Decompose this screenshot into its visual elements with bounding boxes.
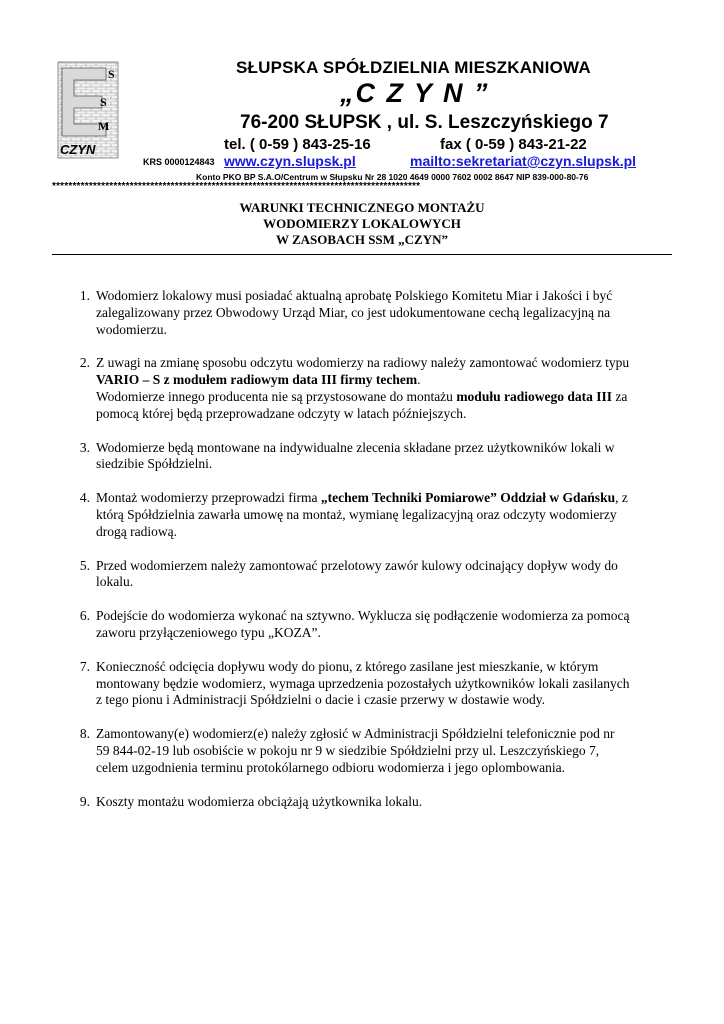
item-number: 6.: [79, 608, 90, 624]
item-text-line: zalegalizowany przez Obwodowy Urząd Miar, co jest udokumentowane cechą legalizacyjną na: [96, 304, 611, 320]
organization-name: SŁUPSKA SPÓŁDZIELNIA MIESZKANIOWA: [236, 58, 591, 77]
item-text-line: wodomierzu.: [96, 321, 167, 337]
item-text: , z: [615, 490, 628, 506]
ssm-czyn-logo: [56, 60, 120, 160]
item-text-line: [96, 372, 674, 389]
list-item: [66, 726, 674, 776]
item-text-line: 59 844-02-19 lub osobiście w pokoju nr 9 w siedzibie Spółdzielni przy ul. Leszczyńskiego 7,: [96, 742, 600, 758]
item-text-line: Wodomierze będą montowane na indywidualne zlecenia składane przez użytkowników lokali w: [96, 439, 615, 455]
logo-letter-s2: S: [100, 95, 107, 109]
item-number: 2.: [79, 355, 90, 371]
item-text-line: Z uwagi na zmianę sposobu odczytu wodomierzy na radiowy należy zamontować wodomierz typu: [96, 355, 630, 371]
title-line-1: WARUNKI TECHNICZNEGO MONTAŻU: [239, 200, 485, 215]
item-text-line: [96, 490, 674, 507]
title-line-2: WODOMIERZY LOKALOWYCH: [263, 216, 461, 231]
list-item: [66, 558, 674, 592]
item-number: 1.: [79, 288, 90, 303]
item-text-line: Wodomierz lokalowy musi posiadać aktualną aprobatę Polskiego Komitetu Miar i Jakości i być: [96, 288, 613, 303]
document-title: [52, 200, 672, 248]
organization-short-name: „C Z Y N ”: [340, 78, 490, 108]
item-number: 7.: [79, 658, 90, 674]
list-item: [66, 794, 674, 811]
item-text-line: siedzibie Spółdzielni.: [96, 456, 213, 472]
separator-stars: ******************************************************************************************: [52, 181, 421, 192]
organization-address: 76-200 SŁUPSK , ul. S. Leszczyńskiego 7: [240, 112, 609, 133]
list-item: [66, 288, 674, 338]
item-number: 8.: [79, 726, 90, 742]
item-text-line: którą Spółdzielnia zawarła umowę na montaż, wymianę legalizacyjną oraz odczyty wodomierzy: [96, 506, 617, 522]
website-link[interactable]: www.czyn.slupsk.pl: [224, 153, 356, 169]
item-number: 5.: [79, 557, 90, 573]
title-divider: [52, 254, 672, 255]
list-item: [66, 490, 674, 540]
company-name: „techem Techniki Pomiarowe” Oddział w Gdańsku: [320, 490, 616, 506]
list-item: [66, 659, 674, 709]
telephone-number: tel. ( 0-59 ) 843-25-16: [224, 136, 371, 153]
bank-account-info: Konto PKO BP S.A.O/Centrum w Słupsku Nr 28 1020 4649 0000 7602 0002 8647 NIP 839-000-80-76: [196, 172, 589, 182]
item-text: za: [611, 388, 628, 404]
list-item: [66, 355, 674, 422]
item-text-line: pomocą której będą przeprowadzane odczyty w latach późniejszych.: [96, 405, 467, 421]
item-text-line: montowany będzie wodomierz, wymaga uprzedzenia pozostałych użytkowników lokali zasilanych: [96, 675, 630, 691]
item-text-line: Zamontowany(e) wodomierz(e) należy zgłosić w Administracji Spółdzielni telefonicznie pod nr: [96, 726, 615, 742]
email-link[interactable]: mailto:sekretariat@czyn.slupsk.pl: [410, 153, 637, 169]
item-text-line: Przed wodomierzem należy zamontować przelotowy zawór kulowy odcinający dopływ wody do: [96, 557, 618, 573]
logo-letter-m: M: [98, 119, 110, 133]
item-text-line: celem uzgodnienia terminu protokólarnego odbioru wodomierza i jego oplombowania.: [96, 759, 565, 775]
item-text-line: z tego pionu i Administracji Spółdzielni o dacie i czasie przerwy w dostawie wody.: [96, 692, 546, 708]
conditions-list: [66, 288, 674, 827]
module-name: modułu radiowego data III: [456, 388, 612, 404]
item-text-line: lokalu.: [96, 574, 134, 590]
logo-letter-s1: S: [108, 67, 115, 81]
item-text-line: [96, 389, 674, 406]
item-text-line: Podejście do wodomierza wykonać na sztywno. Wyklucza się podłączenie wodomierza za pomocą: [96, 608, 630, 624]
item-number: 9.: [79, 793, 90, 809]
list-item: [66, 608, 674, 642]
krs-number: KRS 0000124843: [143, 157, 215, 167]
item-text: Wodomierze innego producenta nie są przystosowane do montażu: [96, 388, 457, 404]
item-text-line: Koszty montażu wodomierza obciążają użytkownika lokalu.: [96, 793, 423, 809]
fax-number: fax ( 0-59 ) 843-21-22: [440, 136, 587, 153]
list-item: [66, 440, 674, 474]
product-name: VARIO – S z modułem radiowym data III firmy techem: [96, 372, 418, 388]
item-text-line: zaworu przyłączeniowego typu „KOZA”.: [96, 624, 321, 640]
logo-text-czyn: CZYN: [60, 142, 96, 157]
item-text-line: Konieczność odcięcia dopływu wody do pionu, z którego zasilane jest mieszkanie, w którym: [96, 658, 599, 674]
item-text: Montaż wodomierzy przeprowadzi firma: [96, 490, 321, 506]
item-text: .: [417, 372, 421, 388]
title-line-3: W ZASOBACH SSM „CZYN”: [275, 232, 449, 247]
item-number: 4.: [79, 490, 90, 506]
item-text-line: drogą radiową.: [96, 523, 177, 539]
item-number: 3.: [79, 439, 90, 455]
